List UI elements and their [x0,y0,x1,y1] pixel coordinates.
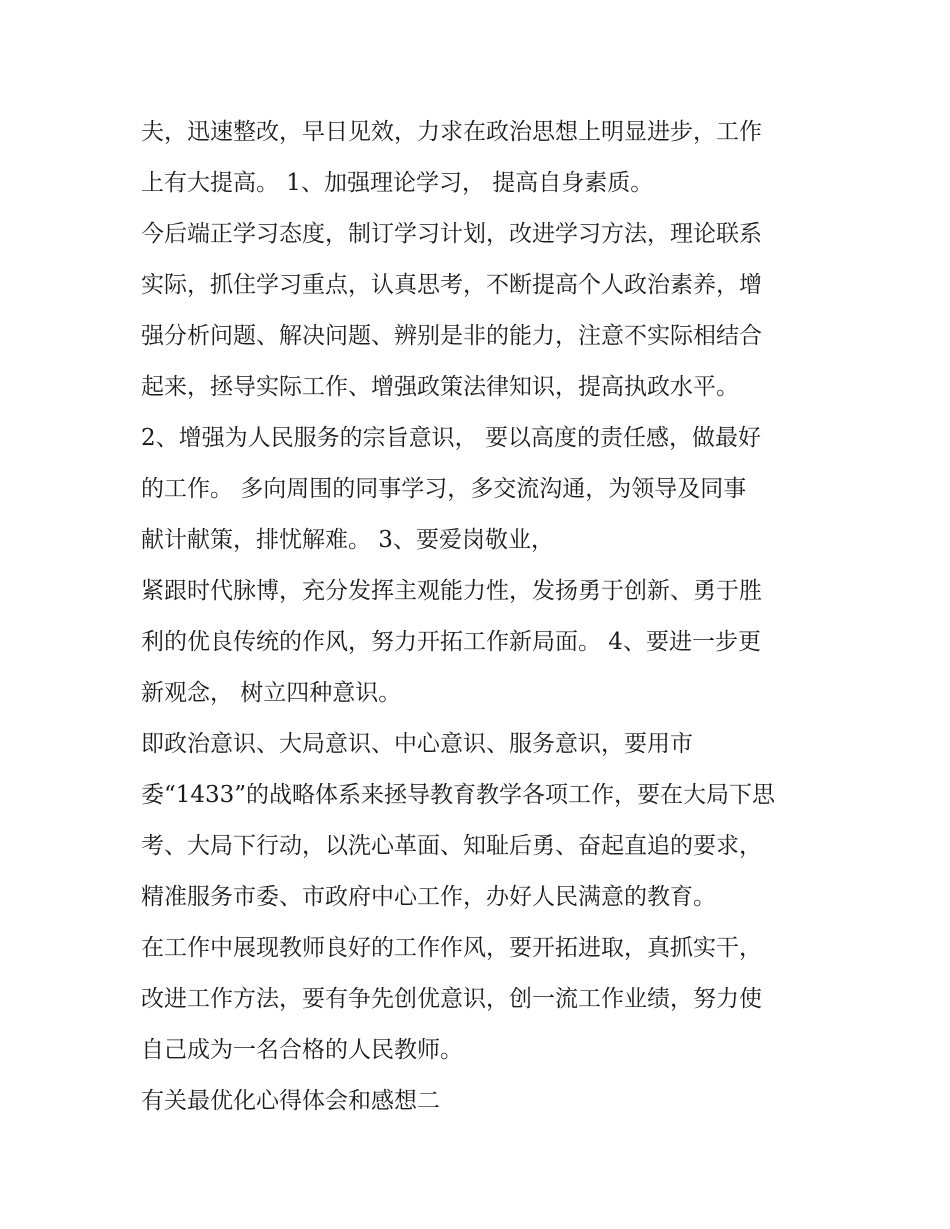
section-heading: 有关最优化心得体会和感想二 [141,1088,440,1114]
text-line-18: 改进工作方法，要有争先创优意识，创一流工作业绩，努力使 [141,986,762,1012]
text-line-9: 献计献策，排忧解难。 3、要爱岗敬业， [141,527,554,553]
document-body [141,107,821,1127]
text-line-14: 委“1433”的战略体系来拯导教育教学各项工作，要在大局下思 [141,782,776,808]
text-line-12: 新观念， 树立四种意识。 [141,680,402,706]
text-line-5: 强分析问题、解决问题、辨别是非的能力，注意不实际相结合 [141,323,762,349]
text-line-17: 在工作中展现教师良好的工作作风，要开拓进取，真抓实干， [141,935,762,961]
text-line-7: 2、增强为人民服务的宗旨意识， 要以高度的责任感，做最好 [141,425,761,451]
text-line-4: 实际，抓住学习重点，认真思考，不断提高个人政治素养，增 [141,272,762,298]
text-line-19: 自己成为一名合格的人民教师。 [141,1037,463,1063]
text-line-1: 夫，迅速整改，早日见效，力求在政治思想上明显进步，工作 [141,119,762,145]
text-line-16: 精准服务市委、市政府中心工作，办好人民满意的教育。 [141,884,716,910]
text-line-8: 的工作。 多向周围的同事学习，多交流沟通，为领导及同事 [141,476,747,502]
text-line-3: 今后端正学习态度，制订学习计划，改进学习方法，理论联系 [141,221,762,247]
text-line-6: 起来，拯导实际工作、增强政策法律知识，提高执政水平。 [141,374,739,400]
text-line-10: 紧跟时代脉博，充分发挥主观能力性，发扬勇于创新、勇于胜 [141,578,762,604]
text-line-2: 上有大提高。 1、加强理论学习， 提高自身素质。 [141,170,654,196]
text-line-11: 利的优良传统的作风，努力开拓工作新局面。 4、要进一步更 [141,629,761,655]
text-line-13: 即政治意识、大局意识、中心意识、服务意识，要用市 [141,731,693,757]
text-line-15: 考、大局下行动，以洗心革面、知耻后勇、奋起直追的要求， [141,833,762,859]
